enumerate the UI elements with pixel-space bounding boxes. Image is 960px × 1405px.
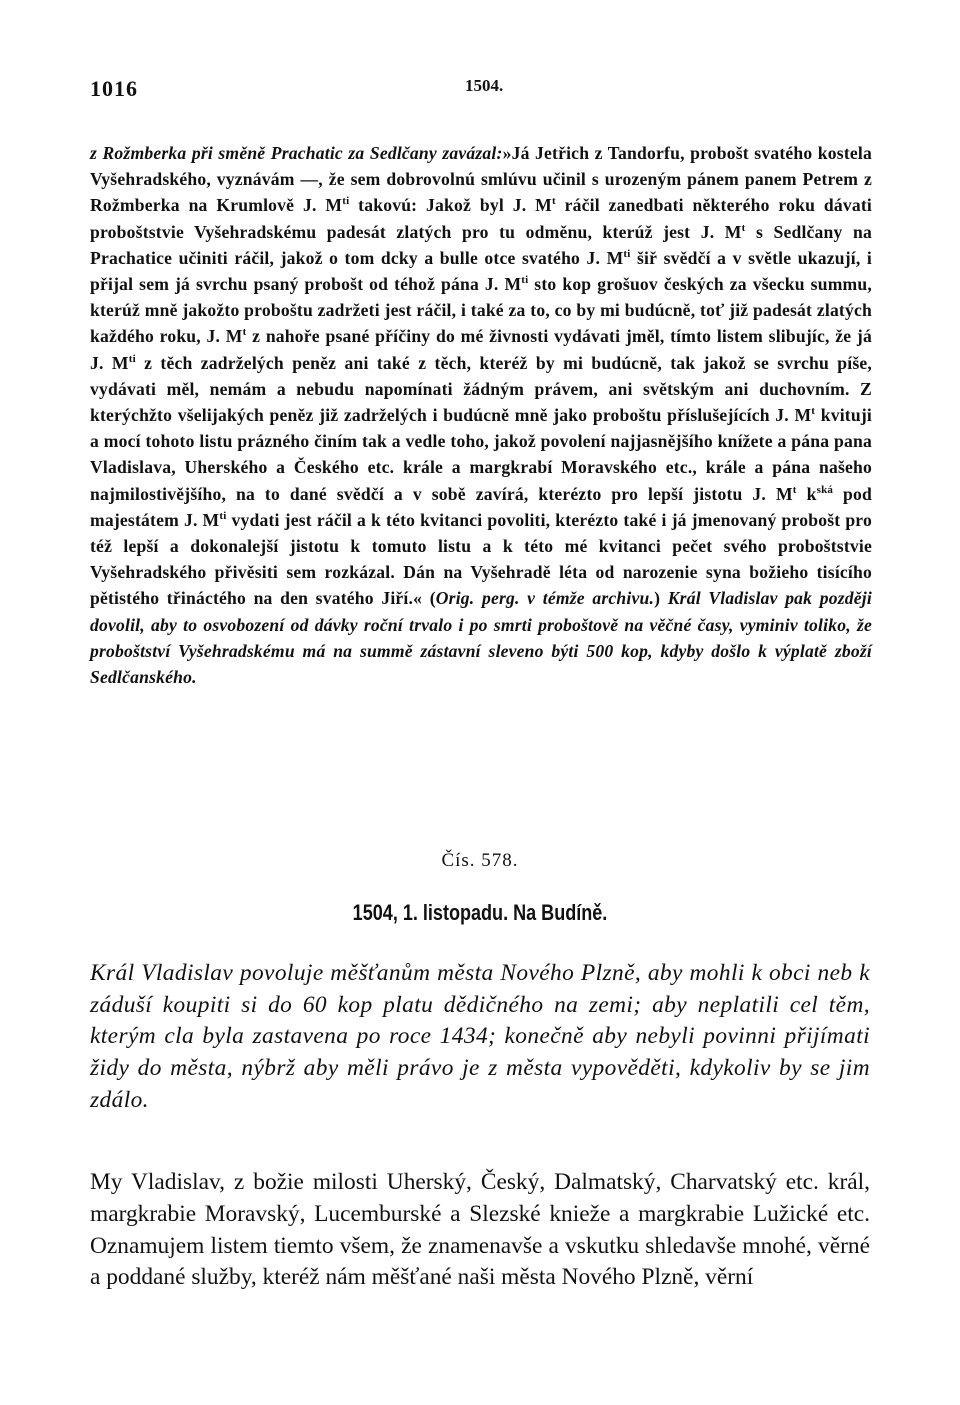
regest-summary: Král Vladislav povoluje měšťanům města Nového Plzně, aby mohli k obci neb k záduší koupiti si do 60 kop platu dědičného na zemi; aby neplatili cel těm, kterým cla byla zastavena po roce 1434; konečně aby nebyli povinni přijímati židy do města, nýbrž aby měli právo je z města vypověděti, kdykoliv by se jim zdálo. (90, 960, 870, 1113)
superscript: t (811, 405, 816, 418)
superscript: t (792, 483, 797, 496)
document-number: Čís. 578. (441, 850, 519, 871)
text-run: takovú: Jakož byl J. M (349, 195, 552, 216)
text-run: s Sedlčany na Prachatice učiniti ráčil, jakož o tom dcky a bulle otce svatého J. M (90, 221, 872, 268)
editorial-note: Král Vladislav pak později dovolil, aby to osvobození od dávky roční trvalo i po smrti proboštově na věčné časy, vyminiv toliko, že proboštství Vyšehradskému má na summě zástavní sleveno býti 500 kop, kdyby došlo k výplatě zboží Sedlčanského. (90, 588, 872, 688)
date-place-heading: 1504, 1. listopadu. Na Budíně. (352, 900, 608, 925)
running-head-year: 1504. (465, 76, 504, 95)
charter-text: My Vladislav, z božie milosti Uherský, Český, Dalmatský, Charvatský etc. král, margkrabie Moravský, Lucemburské a Slezské knieže a margkrabie Lužické etc. Oznamujem listem tiemto všem, že znamenavše a vskutku shledavše mnohé, věrné a poddané služby, kteréž nám měšťané naši města Nového Plzně, věrní (90, 1169, 870, 1291)
superscript: ti (342, 195, 350, 208)
continued-document-text (90, 140, 872, 690)
superscript: ská (816, 483, 834, 496)
superscript: ti (521, 274, 529, 287)
superscript: ti (623, 247, 631, 260)
page-header (90, 76, 870, 106)
source-note: Orig. perg. v témže archivu. (435, 588, 655, 609)
superscript: t (551, 195, 556, 208)
superscript: t (242, 326, 247, 339)
superscript: t (741, 221, 746, 234)
page-number: 1016 (90, 76, 138, 101)
text-run: »Já Jetřich z Tandorfu, probošt svatého kostela Vyšehradského, vyznávám —, že sem dobrovolnú smlúvu učinil s urozeným pánem panem Petrem z Rožmberka na Krumlově J. M (90, 143, 872, 216)
text-run: sto kop grošuov českých za všecku summu, kterúž mně jakožto proboštu zadržeti jest ráčil, i také za to, co by mi budúcně, toť již padesát zlatých každého roku, J. M (90, 274, 872, 347)
superscript: ti (219, 509, 227, 522)
text-run: pod majestátem J. M (90, 483, 872, 530)
text-run: šiř svědčí a v světle ukazují, i přijal sem já svrchu psaný probošt od téhož pána J. M (90, 247, 872, 295)
text-run: z nahoře psané příčiny do mé živnosti vydávati jměl, tímto listem slibujíc, že já J. M (90, 326, 872, 373)
text-run: k (796, 483, 817, 504)
intro-italic: z Rožmberka při směně Prachatic za Sedlčany zavázal: (90, 143, 503, 163)
text-run: ) (654, 588, 668, 609)
text-run: z těch zadrželých peněz ani také z těch, kteréž by mi budúcně, tak jakož se svrchu píše, vydávati měl, nemám a nebudu napomínati žádným právem, ani světským ani duchovním. Z kterýchžto všelijakých peněz již zadrželých i budúcně mně jako proboštu příslušejících J. M (90, 352, 872, 426)
superscript: ti (128, 352, 136, 365)
text-run: kvituji a mocí tohoto listu prázného činím tak a vedle toho, jakož povolení najjasnějšího knížete a pána pana Vladislava, Uherského a Českého etc. krále a margkrabí Moravského etc., krále a pána našeho najmilostivějšího, na to dané svědčí a v sobě zavírá, kterézto pro lepší jistotu J. M (90, 405, 872, 504)
text-run: ráčil zanedbati některého roku dávati proboštstvie Vyšehradskému padesát zlatých pro tu odměnu, kterúž jest J. M (90, 195, 873, 242)
text-run: vydati jest ráčil a k této kvitanci povoliti, kterézto také i já jmenovaný probošt pro též lepší a dokonalejší jistotu k tomuto listu a k této mé kvitanci pečet svého proboštstvie Vyšehradského přivěsiti sem rozkázal. Dán na Vyšehradě léta od narozenie syna božieho tisícího pětistého třináctého na den svatého Jiří.« ( (90, 509, 872, 609)
